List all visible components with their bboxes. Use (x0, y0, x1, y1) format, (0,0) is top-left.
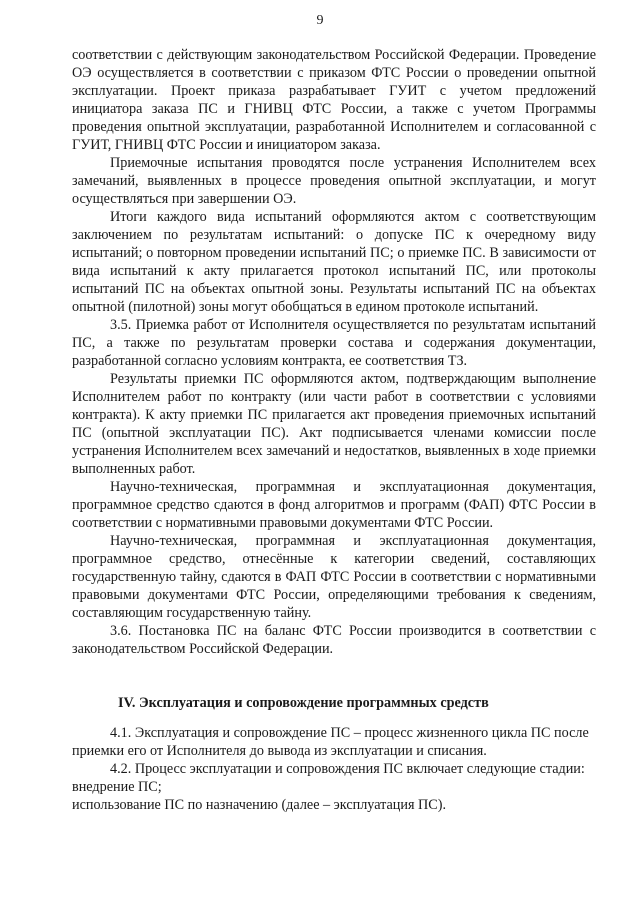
section-iv-body (72, 724, 596, 814)
document-body (72, 46, 596, 814)
paragraph-state-secret: Научно-техническая, программная и эксплуатационная документация, программное средство, отнесённые к категории сведений, составляющих государственную тайну, сдаются в ФАП ФТС России в соответствии с нормативными правовыми документами ФТС России, определяющими требования к сведениям, составляющим государственную тайну. (72, 533, 596, 621)
paragraph-3-5: 3.5. Приемка работ от Исполнителя осуществляется по результатам испытаний ПС, а также по результатам проверки состава и содержания документации, разработанной согласно условиям контракта, ее соответствия ТЗ. (72, 317, 596, 369)
paragraph-fap-submission: Научно-техническая, программная и эксплуатационная документация, программное средство сдаются в фонд алгоритмов и программ (ФАП) ФТС России в соответствии с нормативными правовыми документами ФТС России. (72, 479, 596, 531)
paragraph-3-6: 3.6. Постановка ПС на баланс ФТС России производится в соответствии с законодательством Российской Федерации. (72, 623, 596, 657)
paragraph-continuation: соответствии с действующим законодательством Российской Федерации. Проведение ОЭ осуществляется в соответствии с приказом ФТС России о проведении опытной эксплуатации. Проект приказа разрабатывает ГУИТ с учетом предложений инициатора заказа ПС и ГНИВЦ ФТС России, а также с учетом Программы проведения опытной эксплуатации, разработанной Исполнителем и согласованной с ГУИТ, ГНИВЦ ФТС России и инициатором заказа. (72, 47, 596, 153)
paragraph-test-results: Итоги каждого вида испытаний оформляются актом с соответствующим заключением по результатам испытаний: о допуске ПС к очередному виду испытаний; о повторном проведении испытаний ПС; о приемке ПС. В зависимости от вида испытаний к акту прилагается протокол испытаний ПС, или протоколы испытаний ПС на объектах опытной зоны. Результаты испытаний ПС на объектах опытной (пилотной) зоны могут обобщаться в едином протоколе испытаний. (72, 209, 596, 315)
paragraph-4-1: 4.1. Эксплуатация и сопровождение ПС – процесс жизненного цикла ПС после приемки его от Исполнителя до вывода из эксплуатации и списания. (72, 725, 589, 759)
paragraph-acceptance-results: Результаты приемки ПС оформляются актом, подтверждающим выполнение Исполнителем работ по контракту (или части работ в соответствии с условиями контракта). К акту приемки ПС прилагается акт проведения приемочных испытаний ПС (опытной эксплуатации ПС). Акт подписывается членами комиссии после устранения Исполнителем всех замечаний и недостатков, выявленных в ходе приемки выполненных работ. (72, 371, 596, 477)
page-number: 9 (316, 13, 324, 28)
list-item: использование ПС по назначению (далее – эксплуатация ПС). (72, 797, 447, 813)
paragraph-acceptance-tests: Приемочные испытания проводятся после устранения Исполнителем всех замечаний, выявленных в процессе проведения опытной эксплуатации, и могут осуществляться при завершении ОЭ. (72, 155, 596, 207)
list-item: внедрение ПС; (72, 779, 162, 795)
paragraph-4-2: 4.2. Процесс эксплуатации и сопровождения ПС включает следующие стадии: (110, 761, 585, 777)
section-heading-iv: IV. Эксплуатация и сопровождение программных средств (118, 695, 489, 711)
